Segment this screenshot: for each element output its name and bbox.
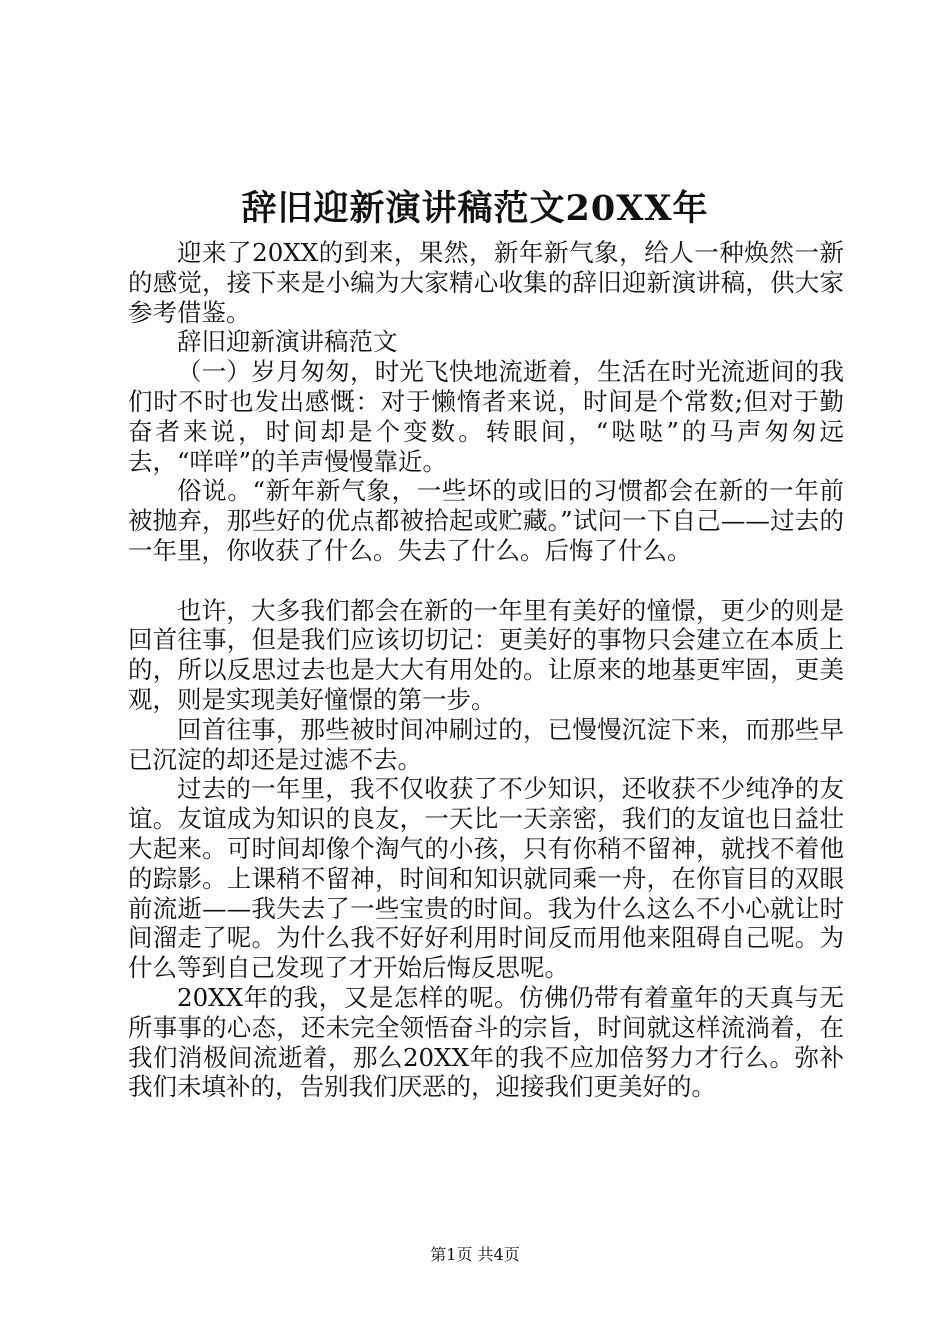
paragraph-subtitle: 辞旧迎新演讲稿范文 — [177, 327, 398, 357]
paragraph-5: 过去的一年里，我不仅收获了不少知识，还收获不少纯净的友谊。友谊成为知识的良友，一天比一天亲密，我们的友谊也日益壮大起来。可时间却像个淘气的小孩，只有你稍不留神，就找不着他的踪影。上课稍不留神，时间和知识就同乘一舟，在你盲目的双眼前流逝——我失去了一些宝贵的时间。我为什么这么不小心就让时间溜走了呢。为什么我不好好利用时间反而用他来阻碍自己呢。为什么等到自己发现了才开始后悔反思呢。 — [128, 774, 844, 983]
paragraph-3: 也许，大多我们都会在新的一年里有美好的憧憬，更少的则是回首往事，但是我们应该切切记：更美好的事物只会建立在本质上的，所以反思过去也是大大有用处的。让原来的地基更牢固，更美观，则是实现美好憧憬的第一步。 — [128, 595, 844, 714]
paragraph-intro: 迎来了20XX的到来，果然，新年新气象，给人一种焕然一新的感觉，接下来是小编为大家精心收集的辞旧迎新演讲稿，供大家参考借鉴。 — [128, 238, 844, 327]
page-footer: 第1页 共4页 — [430, 1245, 520, 1264]
paragraph-1: （一）岁月匆匆，时光飞快地流逝着，生活在时光流逝间的我们时不时也发出感慨：对于懒惰者来说，时间是个常数;但对于勤奋者来说，时间却是个变数。转眼间，“哒哒”的马声匆匆远去，“咩咩”的羊声慢慢靠近。 — [128, 357, 844, 476]
document-title: 辞旧迎新演讲稿范文20XX年 — [241, 188, 709, 229]
paragraph-2: 俗说。“新年新气象，一些坏的或旧的习惯都会在新的一年前被抛弃，那些好的优点都被拾起或贮藏。”试问一下自己——过去的一年里，你收获了什么。失去了什么。后悔了什么。 — [128, 476, 844, 565]
paragraph-6: 20XX年的我，又是怎样的呢。仿佛仍带有着童年的天真与无所事事的心态，还未完全领悟奋斗的宗旨，时间就这样流淌着，在我们消极间流逝着，那么20XX年的我不应加倍努力才行么。弥补我们未填补的，告别我们厌恶的，迎接我们更美好的。 — [128, 982, 844, 1102]
document-body — [128, 238, 844, 1102]
paragraph-4: 回首往事，那些被时间冲刷过的，已慢慢沉淀下来，而那些早已沉淀的却还是过滤不去。 — [128, 714, 844, 774]
